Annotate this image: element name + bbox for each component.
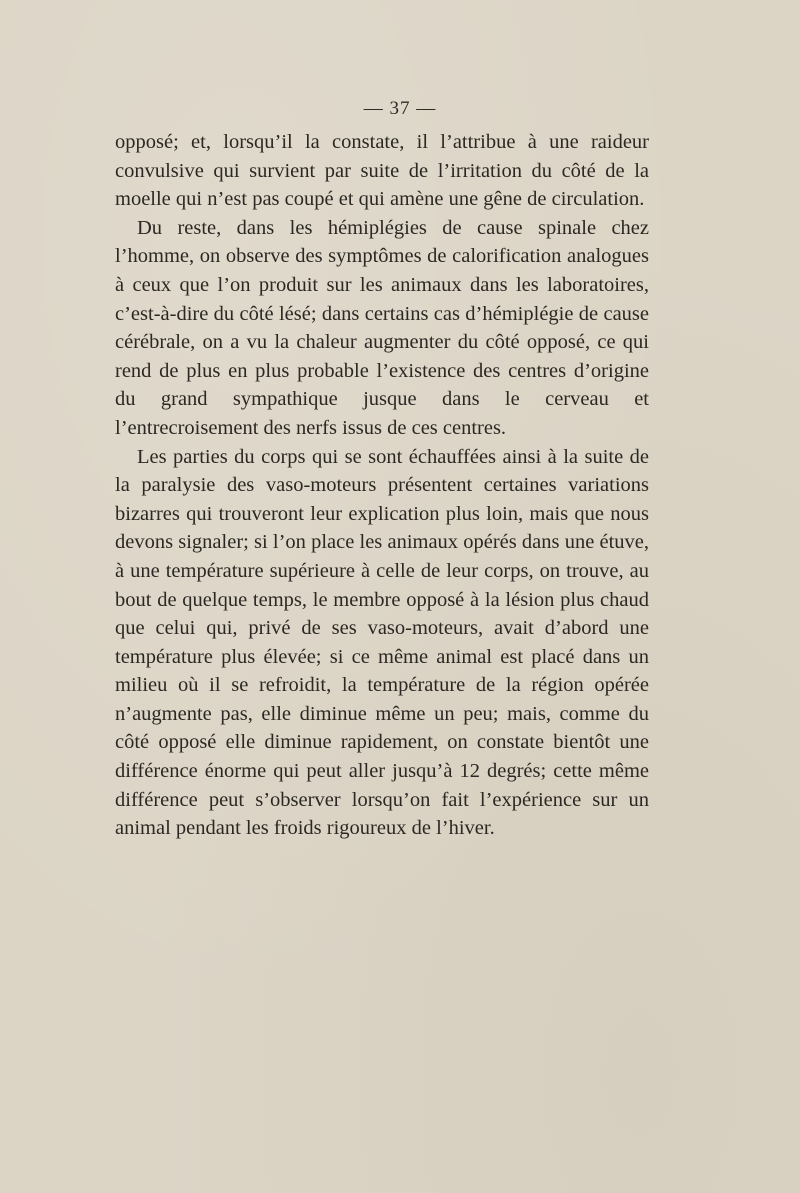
body-text: [115, 128, 649, 843]
paragraph-3: Les parties du corps qui se sont échauffées ainsi à la suite de la paralysie des vaso-moteurs présentent certaines variations bizarres qui trouveront leur explication plus loin, mais que nous devons signaler; si l’on place les animaux opérés dans une étuve, à une température supérieure à celle de leur corps, on trouve, au bout de quelque temps, le membre opposé à la lésion plus chaud que celui qui, privé de ses vaso-moteurs, avait d’abord une température plus élevée; si ce même animal est placé dans un milieu où il se refroidit, la température de la région opérée n’augmente pas, elle diminue même un peu; mais, comme du côté opposé elle diminue rapidement, on constate bientôt une différence énorme qui peut aller jusqu’à 12 degrés; cette même différence peut s’observer lorsqu’on fait l’expérience sur un animal pendant les froids rigoureux de l’hiver.: [115, 445, 649, 840]
paragraph-2: Du reste, dans les hémiplégies de cause spinale chez l’homme, on observe des symptômes de calorification analogues à ceux que l’on produit sur les animaux dans les laboratoires, c’est-à-dire du côté lésé; dans certains cas d’hémiplégie de cause cérébrale, on a vu la chaleur augmenter du côté opposé, ce qui rend de plus en plus probable l’existence des centres d’origine du grand sympathique jusque dans le cerveau et l’entrecroisement des nerfs issus de ces centres.: [115, 216, 649, 439]
paragraph-1: opposé; et, lorsqu’il la constate, il l’attribue à une raideur convulsive qui survient par suite de l’irritation du côté de la moelle qui n’est pas coupé et qui amène une gêne de circulation.: [115, 131, 649, 211]
page-number: — 37 —: [363, 98, 437, 119]
